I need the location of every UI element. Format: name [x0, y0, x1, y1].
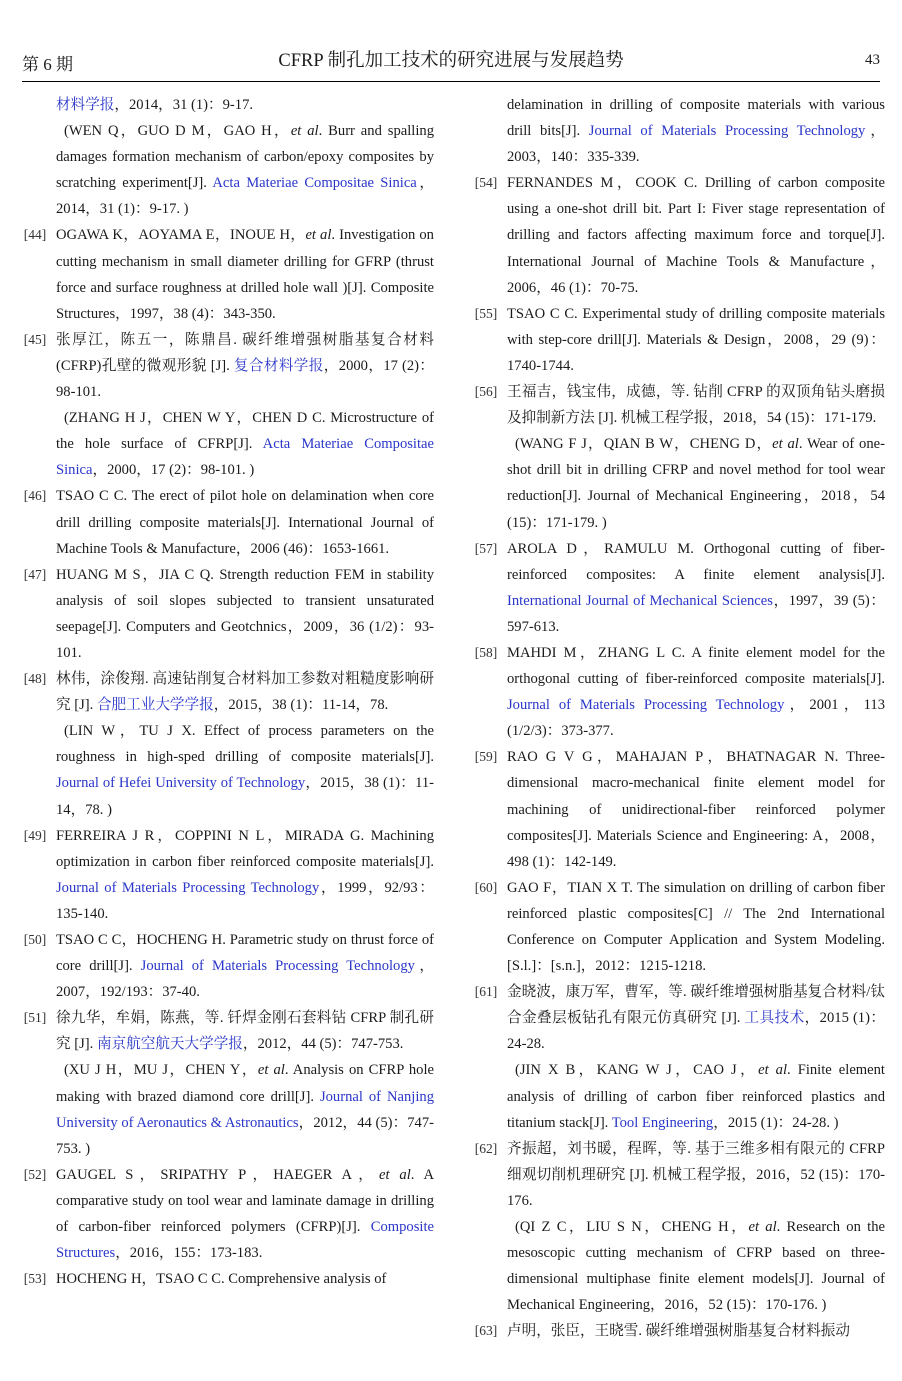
journal-link[interactable]: Journal of Materials Processing Technology [588, 123, 866, 140]
reference-43-continued: 材料学报，2014，31 (1)：9-17. [56, 97, 254, 113]
reference-number: [52] [23, 1166, 47, 1182]
journal-link[interactable]: 工具技术 [744, 1010, 805, 1027]
reference-57: [57] AROLA D，RAMULU M. Orthogonal cutting of fiber-reinforced composites: A finite element analysis[J]. International Journal of Mechanical Sciences，1997，39 (5)：597-613. [507, 536, 885, 640]
reference-number: [49] [23, 827, 47, 843]
reference-53: [53] HOCHENG H，TSAO C C. Comprehensive analysis of [56, 1266, 434, 1292]
reference-61: [61] 金晓波，康万军，曹军，等. 碳纤维增强树脂基复合材料/钛合金叠层板钻孔有限元仿真研究 [J]. 工具技术，2015 (1)：24-28. [507, 979, 885, 1057]
reference-48: [48] 林伟，涂俊翔. 高速钻削复合材料加工参数对粗糙度影响研究 [J]. 合肥工业大学学报，2015，38 (1)：11-14，78. [56, 666, 434, 718]
journal-link[interactable]: 合肥工业大学学报 [96, 697, 214, 714]
reference-62-translation: (QI Z C，LIU S N，CHENG H，et al. Research on the mesoscopic cutting mechanism of CFRP based on three-dimensional multiphase finite element models[J]. Journal of Mechanical Engineering，2016，52 (15)：170-176. ) [507, 1219, 885, 1314]
reference-51: [51] 徐九华，牟娟，陈燕，等. 钎焊金刚石套料钻 CFRP 制孔研究 [J]. 南京航空航天大学学报，2012，44 (5)：747-753. [56, 1005, 434, 1057]
reference-62: [62] 齐振超，刘书暖，程晖，等. 基于三维多相有限元的 CFRP 细观切削机理研究 [J]. 机械工程学报，2016，52 (15)：170-176. [507, 1136, 885, 1214]
reference-46: [46] TSAO C C. The erect of pilot hole on delamination when core drill drilling composite materials[J]. International Journal of Machine Tools & Manufacture，2006 (46)：1653-1661. [56, 483, 434, 561]
journal-link[interactable]: 南京航空航天大学学报 [96, 1036, 243, 1053]
issue-label: 第 6 期 [22, 55, 73, 74]
reference-number: [44] [23, 227, 47, 243]
journal-link[interactable]: Journal of Materials Processing Technology [140, 958, 415, 975]
reference-61-translation: (JIN X B，KANG W J，CAO J，et al. Finite element analysis of drilling of carbon fiber reinforced plastics and titanium stack[J]. Tool Engineering，2015 (1)：24-28. ) [507, 1062, 885, 1131]
running-header [22, 42, 880, 82]
reference-number: [59] [474, 749, 498, 765]
reference-49: [49] FERREIRA J R，COPPINI N L，MIRADA G. Machining optimization in carbon fiber reinforced composite materials[J]. Journal of Materials Processing Technology，1999，92/93：135-140. [56, 823, 434, 927]
reference-number: [53] [23, 1271, 47, 1287]
reference-number: [56] [474, 384, 498, 400]
reference-59: [59] RAO G V G，MAHAJAN P，BHATNAGAR N. Three-dimensional macro-mechanical finite element model for machining of unidirectional-fiber reinforced polymer composites[J]. Materials Science and Engineering: A，2008，498 (1)：142-149. [507, 744, 885, 874]
reference-number: [50] [23, 932, 47, 947]
reference-60: [60] GAO F，TIAN X T. The simulation on drilling of carbon fiber reinforced plastic composites[C] // The 2nd International Conference on Computer Application and System Modeling. [S.l.]：[s.n.]，2012：1215-1218. [507, 875, 885, 979]
reference-number: [55] [474, 305, 498, 321]
reference-45: [45] 张厚江，陈五一，陈鼎昌. 碳纤维增强树脂基复合材料 (CFRP)孔壁的微观形貌 [J]. 复合材料学报，2000，17 (2)：98-101. [56, 327, 434, 405]
reference-56-translation: (WANG F J，QIAN B W，CHENG D，et al. Wear of one-shot drill bit in drilling CFRP and novel method for tool wear reduction[J]. Journal of Mechanical Engineering，2018，54 (15)：171-179. ) [507, 436, 885, 531]
reference-number: [58] [474, 644, 498, 660]
journal-link[interactable]: 复合材料学报 [233, 357, 324, 374]
reference-number: [48] [23, 671, 47, 687]
reference-43-translation: (WEN Q，GUO D M，GAO H，et al. Burr and spalling damages formation mechanism of carbon/epoxy composites by scratching experiment[J]. Acta Materiae Compositae Sinica，2014，31 (1)：9-17. ) [56, 123, 434, 218]
journal-link[interactable]: Journal of Hefei University of Technology [56, 775, 306, 792]
reference-48-translation: (LIN W，TU J X. Effect of process parameters on the roughness in high-sped drilling of composite materials[J]. Journal of Hefei University of Technology，2015，38 (1)：11-14，78. ) [56, 723, 434, 818]
references-left-column [23, 92, 434, 1292]
journal-link[interactable]: International Journal of Mechanical Sciences [507, 592, 773, 609]
journal-link[interactable]: 材料学报 [56, 97, 115, 113]
page-number: 43 [865, 52, 880, 68]
reference-55: [55] TSAO C C. Experimental study of drilling composite materials with step-core drill[J]. Materials & Design，2008，29 (9)：1740-1744. [507, 301, 885, 379]
journal-link[interactable]: Composite Structures [56, 1219, 434, 1262]
references-right-column [474, 92, 885, 1345]
reference-number: [62] [474, 1140, 498, 1156]
reference-50: [50] TSAO C C，HOCHENG H. Parametric study on thrust force of core drill[J]. Journal of Materials Processing Technology，2007，192/193：37-40. [56, 927, 434, 1005]
journal-link[interactable]: Tool Engineering [611, 1114, 714, 1131]
reference-58: [58] MAHDI M，ZHANG L C. A finite element model for the orthogonal cutting of fiber-reinforced composite materials[J]. Journal of Materials Processing Technology，2001，113 (1/2/3)：373-377. [507, 640, 885, 744]
journal-link[interactable]: Journal of Materials Processing Technology [56, 879, 320, 896]
journal-link[interactable]: Journal of Materials Processing Technology [507, 697, 785, 714]
journal-link[interactable]: Acta Materiae Compositae Sinica [56, 436, 434, 479]
reference-54: [54] FERNANDES M，COOK C. Drilling of carbon composite using a one-shot drill bit. Part I: Fiver stage representation of drilling and factors affecting maximum force and torque[J]. International Journal of Machine Tools & Manufacture，2006，46 (1)：70-75. [507, 170, 885, 300]
reference-number: [47] [23, 566, 47, 582]
reference-53-continued: delamination in drilling of composite materials with various drill bits[J]. Journal of Materials Processing Technology，2003，140：335-339. [507, 97, 885, 166]
reference-number: [45] [23, 331, 47, 347]
reference-45-translation: (ZHANG H J，CHEN W Y，CHEN D C. Microstructure of the hole surface of CFRP[J]. Acta Materiae Compositae Sinica，2000，17 (2)：98-101. ) [56, 410, 434, 479]
journal-link[interactable]: Acta Materiae Compositae Sinica [212, 175, 417, 192]
running-title: CFRP 制孔加工技术的研究进展与发展趋势 [278, 51, 624, 71]
reference-52: [52] GAUGEL S，SRIPATHY P，HAEGER A，et al. A comparative study on tool wear and laminate damage in drilling of carbon-fiber reinforced polymers (CFRP)[J]. Composite Structures，2016，155：173-183. [56, 1162, 434, 1266]
header-divider [22, 81, 880, 82]
reference-number: [51] [23, 1010, 47, 1026]
reference-number: [54] [474, 175, 498, 191]
reference-number: [60] [474, 879, 498, 895]
reference-number: [61] [474, 984, 498, 1000]
reference-number: [57] [474, 540, 498, 556]
reference-47: [47] HUANG M S，JIA C Q. Strength reduction FEM in stability analysis of soil slopes subjected to transient unsaturated seepage[J]. Computers and Geotchnics，2009，36 (1/2)：93-101. [56, 562, 434, 666]
reference-63: [63] 卢明，张臣，王晓雪. 碳纤维增强树脂基复合材料振动 [507, 1318, 885, 1344]
reference-number: [63] [474, 1323, 498, 1339]
reference-44: [44] OGAWA K，AOYAMA E，INOUE H，et al. Investigation on cutting mechanism in small diameter drilling for GFRP (thrust force and surface roughness at drilled hole wall )[J]. Composite Structures，1997，38 (4)：343-350. [56, 222, 434, 326]
reference-51-translation: (XU J H，MU J，CHEN Y，et al. Analysis on CFRP hole making with brazed diamond core drill[J]. Journal of Nanjing University of Aeronautics & Astronautics，2012，44 (5)：747-753. ) [56, 1062, 434, 1157]
reference-56: [56] 王福吉，钱宝伟，成德，等. 钻削 CFRP 的双顶角钻头磨损及抑制新方法 [J]. 机械工程学报，2018，54 (15)：171-179. [507, 379, 885, 431]
reference-number: [46] [23, 488, 47, 504]
journal-link[interactable]: Journal of Nanjing University of Aeronautics & Astronautics [56, 1088, 434, 1131]
